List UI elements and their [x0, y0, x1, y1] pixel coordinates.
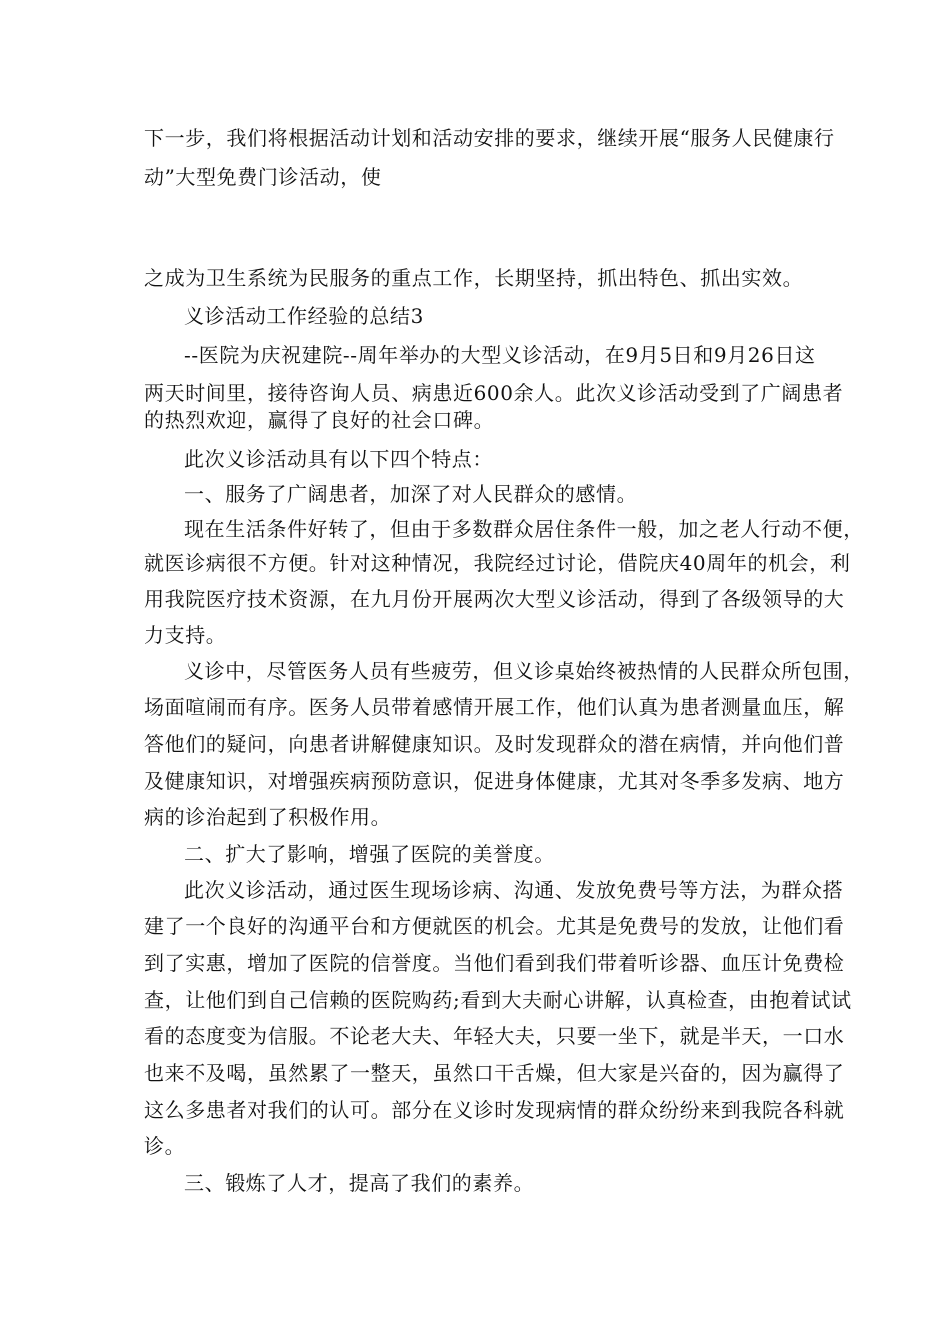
section-title: 义诊活动工作经验的总结3: [184, 304, 424, 328]
text-line: 及健康知识，对增强疾病预防意识，促进身体健康，尤其对冬季多发病、地方: [144, 769, 845, 793]
text-line: 场面喧闹而有序。医务人员带着感情开展工作，他们认真为患者测量血压，解: [144, 695, 845, 719]
text-line: 答他们的疑问，向患者讲解健康知识。及时发现群众的潜在病情，并向他们普: [144, 732, 845, 756]
subheading: 三、锻炼了人才，提高了我们的素养。: [184, 1171, 535, 1195]
text-line: 也来不及喝，虽然累了一整天，虽然口干舌燥，但大家是兴奋的，因为赢得了: [144, 1061, 845, 1085]
text-line: 病的诊治起到了积极作用。: [144, 805, 392, 829]
text-line: 查，让他们到自己信赖的医院购药;看到大夫耐心讲解，认真检查，由抱着试试: [144, 988, 852, 1012]
text-line: 到了实惠，增加了医院的信誉度。当他们看到我们带着听诊器、血压计免费检: [144, 951, 845, 975]
text-line: 力支持。: [144, 623, 227, 647]
text-line: 的热烈欢迎，赢得了良好的社会口碑。: [144, 408, 495, 432]
text-line: 两天时间里，接待咨询人员、病患近600余人。此次义诊活动受到了广阔患者: [144, 381, 844, 405]
text-line: 现在生活条件好转了，但由于多数群众居住条件一般，加之老人行动不便，: [184, 517, 864, 541]
subheading: 二、扩大了影响，增强了医院的美誉度。: [184, 842, 555, 866]
text-line: 用我院医疗技术资源，在九月份开展两次大型义诊活动，得到了各级领导的大: [144, 587, 845, 611]
text-line: 看的态度变为信服。不论老大夫、年轻大夫，只要一坐下，就是半天，一口水: [144, 1024, 845, 1048]
text-line: 建了一个良好的沟通平台和方便就医的机会。尤其是免费号的发放，让他们看: [144, 914, 845, 938]
subheading: 一、服务了广阔患者，加深了对人民群众的感情。: [184, 482, 638, 506]
text-line: 诊。: [144, 1134, 186, 1158]
text-line: 下一步，我们将根据活动计划和活动安排的要求，继续开展“服务人民健康行: [144, 126, 835, 150]
text-line: 就医诊病很不方便。针对这种情况，我院经过讨论，借院庆40周年的机会，利: [144, 551, 851, 575]
text-line: 义诊中，尽管医务人员有些疲劳，但义诊桌始终被热情的人民群众所包围，: [184, 659, 864, 683]
text-line: 动”大型免费门诊活动，使: [144, 165, 382, 189]
text-line: 此次义诊活动具有以下四个特点：: [184, 447, 493, 471]
text-line: --医院为庆祝建院--周年举办的大型义诊活动，在9月5日和9月26日这: [184, 343, 816, 367]
text-line: 之成为卫生系统为民服务的重点工作，长期坚持，抓出特色、抓出实效。: [144, 266, 804, 290]
text-line: 此次义诊活动，通过医生现场诊病、沟通、发放免费号等方法，为群众搭: [184, 878, 844, 902]
text-line: 这么多患者对我们的认可。部分在义诊时发现病情的群众纷纷来到我院各科就: [144, 1098, 845, 1122]
